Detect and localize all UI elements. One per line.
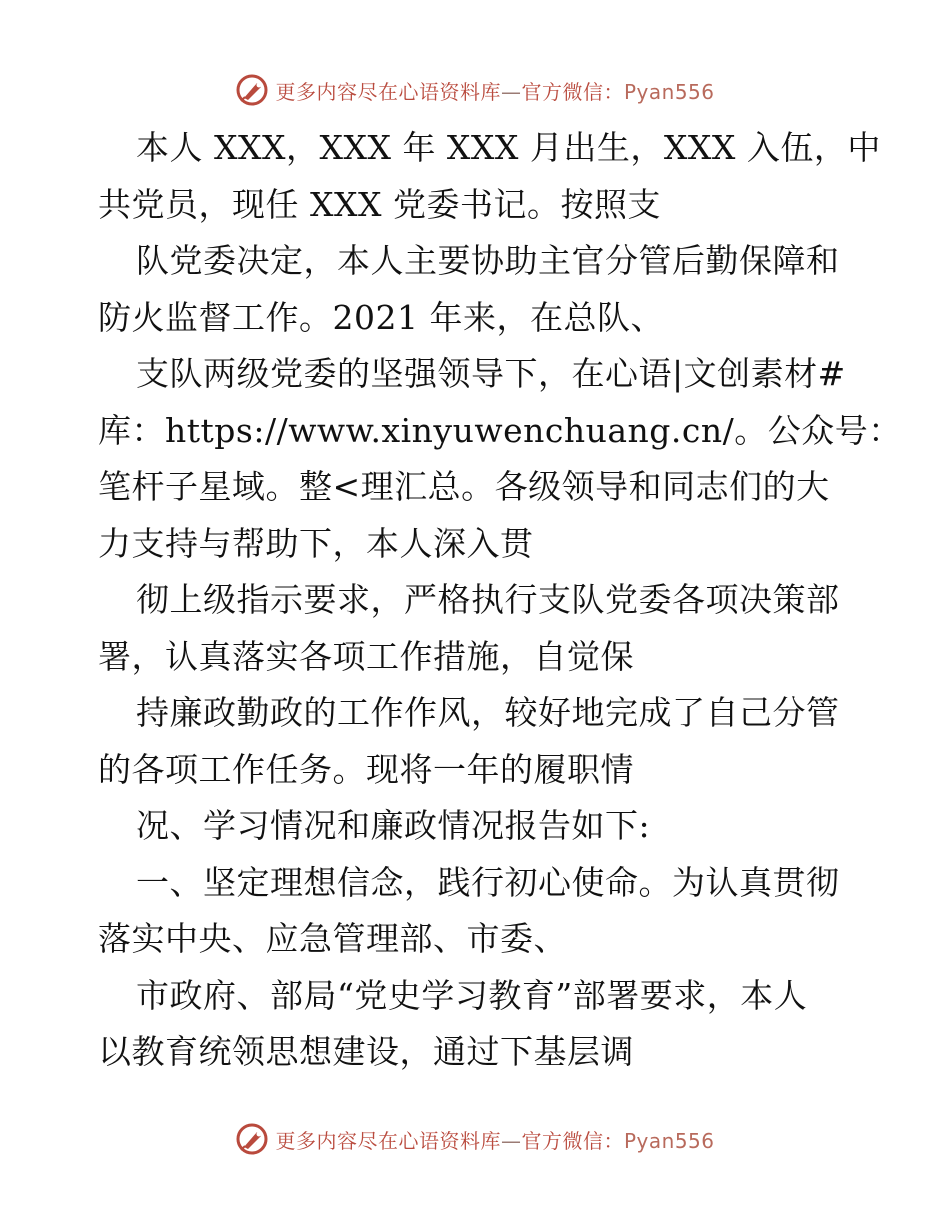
text-line: 笔杆子星域。整<理汇总。各级领导和同志们的大: [98, 467, 830, 506]
text-line: 支队两级党委的坚强领导下，在心语|文创素材#: [136, 354, 846, 393]
text-line: 况、学习情况和廉政情况报告如下:: [136, 806, 651, 845]
text-line: 防火监督工作。2021 年来，在总队、: [98, 297, 664, 337]
pen-nib-logo-icon: [235, 1122, 269, 1156]
watermark-contact-id: Pyan556: [623, 1128, 715, 1153]
watermark-text: [275, 76, 714, 105]
text-line: 库：https://www.xinyuwenchuang.cn/。公众号：: [98, 410, 902, 450]
watermark-contact-label: 官方微信：: [521, 79, 624, 104]
watermark-slogan: 更多内容尽在心语资料库: [275, 1128, 501, 1153]
text-line: 持廉政勤政的工作作风，较好地完成了自己分管: [136, 693, 840, 732]
watermark-separator: —: [500, 79, 522, 104]
document-body: [98, 120, 902, 1081]
watermark-separator: —: [500, 1128, 522, 1153]
text-line: 共党员，现任 XXX 党委书记。按照支: [98, 184, 661, 224]
watermark-header: [0, 70, 950, 110]
text-line: 落实中央、应急管理部、市委、: [98, 919, 567, 958]
watermark-slogan: 更多内容尽在心语资料库: [275, 79, 501, 104]
text-line: 彻上级指示要求，严格执行支队党委各项决策部: [136, 580, 840, 619]
text-line: 一、坚定理想信念，践行初心使命。为认真贯彻: [136, 862, 840, 902]
watermark-contact-label: 官方微信：: [521, 1128, 624, 1153]
watermark-footer: [0, 1119, 950, 1159]
text-line: 队党委决定，本人主要协助主官分管后勤保障和: [136, 241, 840, 280]
text-line: 以教育统领思想建设，通过下基层调: [98, 1032, 634, 1071]
watermark-text: [275, 1125, 714, 1154]
text-line: 署，认真落实各项工作措施，自觉保: [98, 636, 634, 676]
text-line: 的各项工作任务。现将一年的履职情: [98, 749, 634, 789]
watermark-contact-id: Pyan556: [623, 79, 715, 104]
pen-nib-logo-icon: [235, 73, 269, 107]
text-line: 力支持与帮助下，本人深入贯: [98, 523, 534, 563]
text-line: 本人 XXX，XXX 年 XXX 月出生，XXX 入伍，中: [136, 128, 881, 167]
text-line: 市政府、部局“党史学习教育”部署要求，本人: [136, 975, 808, 1015]
